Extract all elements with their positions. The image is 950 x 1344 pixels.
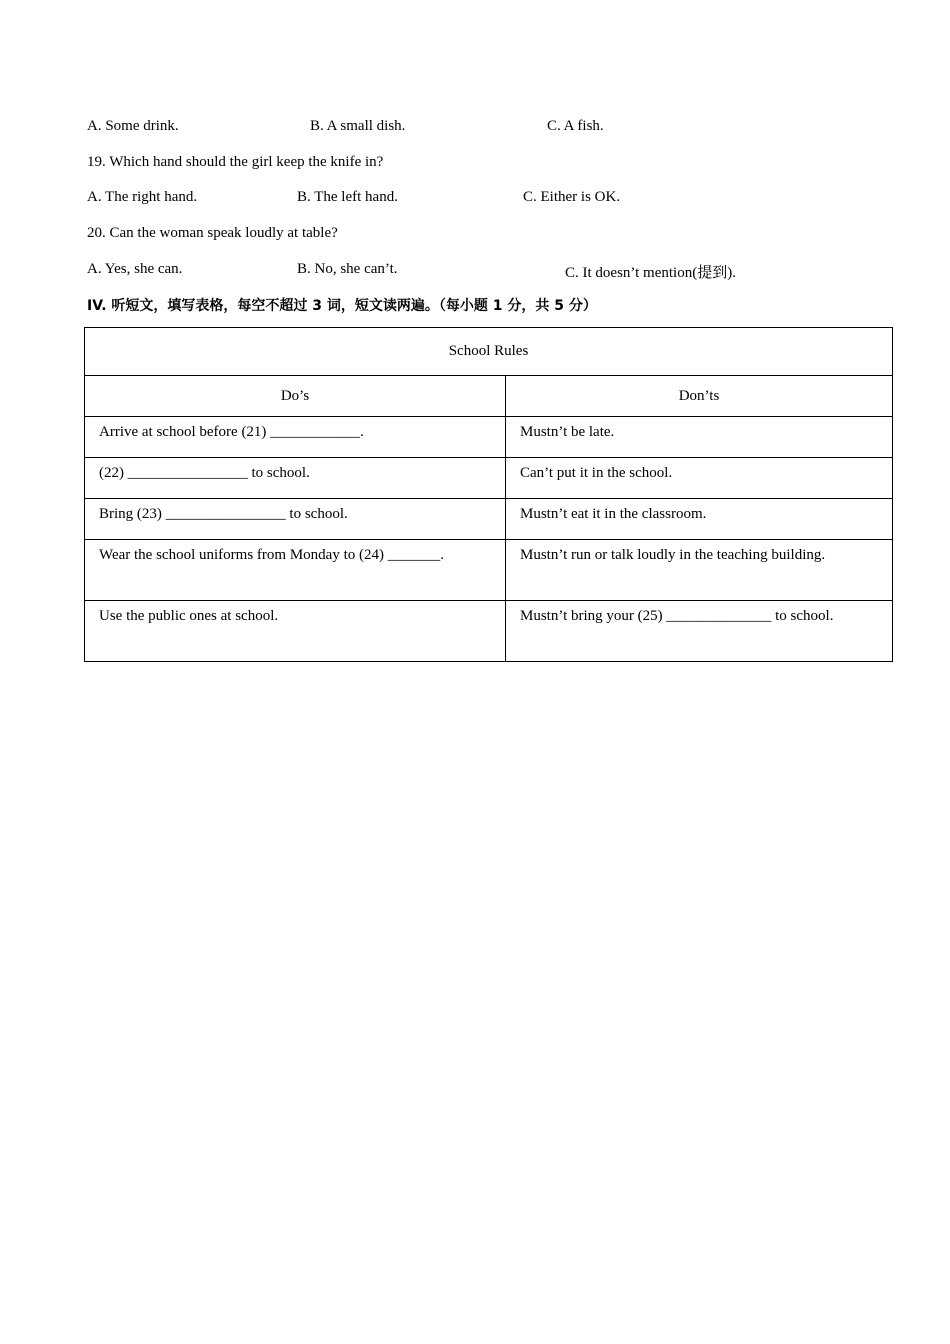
q19-option-b: B. The left hand. [297, 189, 398, 205]
dos-cell-24: Wear the school uniforms from Monday to (24) _______. [85, 540, 506, 601]
section-4-heading: IV. 听短文，填写表格，每空不超过 3 词，短文读两遍。（每小题 1 分，共 5 分） [87, 298, 597, 314]
q18-option-a: A. Some drink. [87, 118, 179, 134]
q19-option-a: A. The right hand. [87, 189, 198, 205]
donts-cell: Mustn’t be late. [506, 417, 893, 458]
donts-cell: Can’t put it in the school. [506, 458, 893, 499]
q20-option-b: B. No, she can’t. [297, 261, 398, 277]
q18-option-c: C. A fish. [547, 118, 604, 134]
q19-question: 19. Which hand should the girl keep the knife in? [87, 154, 384, 170]
donts-cell: Mustn’t run or talk loudly in the teaching building. [506, 540, 893, 601]
q20-question: 20. Can the woman speak loudly at table? [87, 225, 338, 241]
table-row [85, 601, 893, 662]
table-row [85, 540, 893, 601]
column-header-donts: Don’ts [506, 376, 893, 417]
table-row [85, 417, 893, 458]
table-header-row [85, 376, 893, 417]
column-header-dos: Do’s [85, 376, 506, 417]
dos-cell-23: Bring (23) ________________ to school. [85, 499, 506, 540]
dos-cell-21: Arrive at school before (21) ____________. [85, 417, 506, 458]
table-title-row [85, 328, 893, 376]
table-row [85, 499, 893, 540]
table-title: School Rules [85, 328, 893, 376]
school-rules-table [84, 327, 893, 662]
donts-cell: Mustn’t eat it in the classroom. [506, 499, 893, 540]
table-row [85, 458, 893, 499]
q19-option-c: C. Either is OK. [523, 189, 621, 205]
q18-option-b: B. A small dish. [310, 118, 406, 134]
q20-option-c: C. It doesn’t mention(提到). [565, 265, 736, 281]
donts-cell-25: Mustn’t bring your (25) ______________ to school. [506, 601, 893, 662]
dos-cell: Use the public ones at school. [85, 601, 506, 662]
dos-cell-22: (22) ________________ to school. [85, 458, 506, 499]
q20-option-a: A. Yes, she can. [87, 261, 183, 277]
